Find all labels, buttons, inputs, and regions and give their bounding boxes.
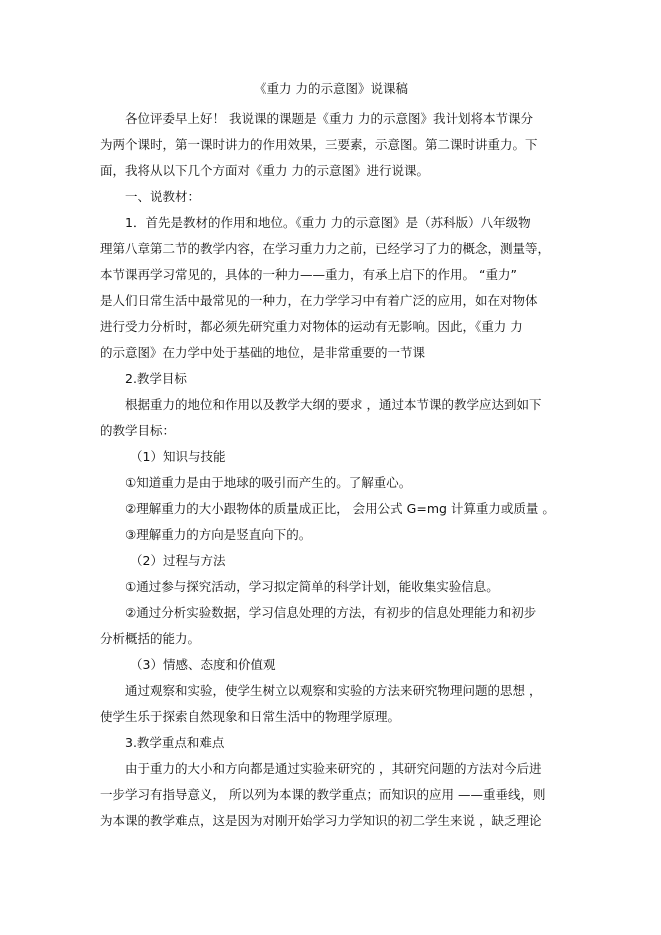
paragraph-line: 理第八章第二节的教学内容，在学习重力力之前，已经学习了力的概念，测量等， <box>100 241 551 256</box>
paragraph-line: 是人们日常生活中最常见的一种力，在力学学习中有着广泛的应用，如在对物体 <box>100 293 538 308</box>
document-title: 《重力 力的示意图》说课稿 <box>254 81 408 96</box>
paragraph-line: 通过观察和实验，使学生树立以观察和实验的方法来研究物理问题的思想 ， <box>125 683 542 698</box>
paragraph-line: 1．首先是教材的作用和地位。《重力 力的示意图》是（苏科版）八年级物 <box>125 215 531 230</box>
subsection-heading: （3）情感、态度和价值观 <box>130 657 276 672</box>
list-item: ②理解重力的大小跟物体的质量成正比， 会用公式 G=mg 计算重力或质量 。 <box>125 501 555 516</box>
paragraph-line: 根据重力的地位和作用以及教学大纲的要求 ，通过本节课的教学应达到如下 <box>125 397 542 412</box>
document-body <box>100 79 562 834</box>
paragraph-line: 由于重力的大小和方向都是通过实验来研究的 ，其研究问题的方法对今后进 <box>125 761 542 776</box>
paragraph-line: 本节课再学习常见的，具体的一种力——重力，有承上启下的作用。 “重力” <box>100 267 517 282</box>
list-item: ③理解重力的方向是竖直向下的。 <box>125 527 312 542</box>
paragraph-line: 进行受力分析时，都必须先研究重力对物体的运动有无影响。因此，《重力 力 <box>100 319 523 334</box>
list-item: ①知道重力是由于地球的吸引而产生的。了解重心。 <box>125 475 412 490</box>
list-item: ①通过参与探究活动，学习拟定简单的科学计划，能收集实验信息。 <box>125 579 499 594</box>
subsection-heading: （1）知识与技能 <box>130 449 226 464</box>
section-heading: 一、说教材： <box>125 189 201 204</box>
list-item: ②通过分析实验数据，学习信息处理的方法，有初步的信息处理能力和初步 <box>125 605 537 620</box>
paragraph-line: 的教学目标： <box>100 423 176 438</box>
paragraph-line: 各位评委早上好！ 我说课的课题是《重力 力的示意图》我计划将本节课分 <box>125 111 533 126</box>
paragraph-line: 为本课的教学难点，这是因为对刚开始学习力学知识的初二学生来说 ，缺乏理论 <box>100 813 542 828</box>
subsection-heading: （2）过程与方法 <box>130 553 226 568</box>
paragraph-line: 面，我将从以下几个方面对《重力 力的示意图》进行说课。 <box>100 163 429 178</box>
paragraph-line: 分析概括的能力。 <box>100 631 201 646</box>
paragraph-line: 一步学习有指导意义， 所以列为本课的教学重点；而知识的应用 ——重垂线，则 <box>100 787 546 802</box>
paragraph-line: 的示意图》在力学中处于基础的地位，是非常重要的一节课 <box>100 345 426 360</box>
paragraph-line: 为两个课时，第一课时讲力的作用效果，三要素，示意图。第二课时讲重力。下 <box>100 137 538 152</box>
section-heading: 3.教学重点和难点 <box>125 735 225 750</box>
section-heading: 2.教学目标 <box>125 371 187 386</box>
paragraph-line: 使学生乐于探索自然现象和日常生活中的物理学原理。 <box>100 709 401 724</box>
